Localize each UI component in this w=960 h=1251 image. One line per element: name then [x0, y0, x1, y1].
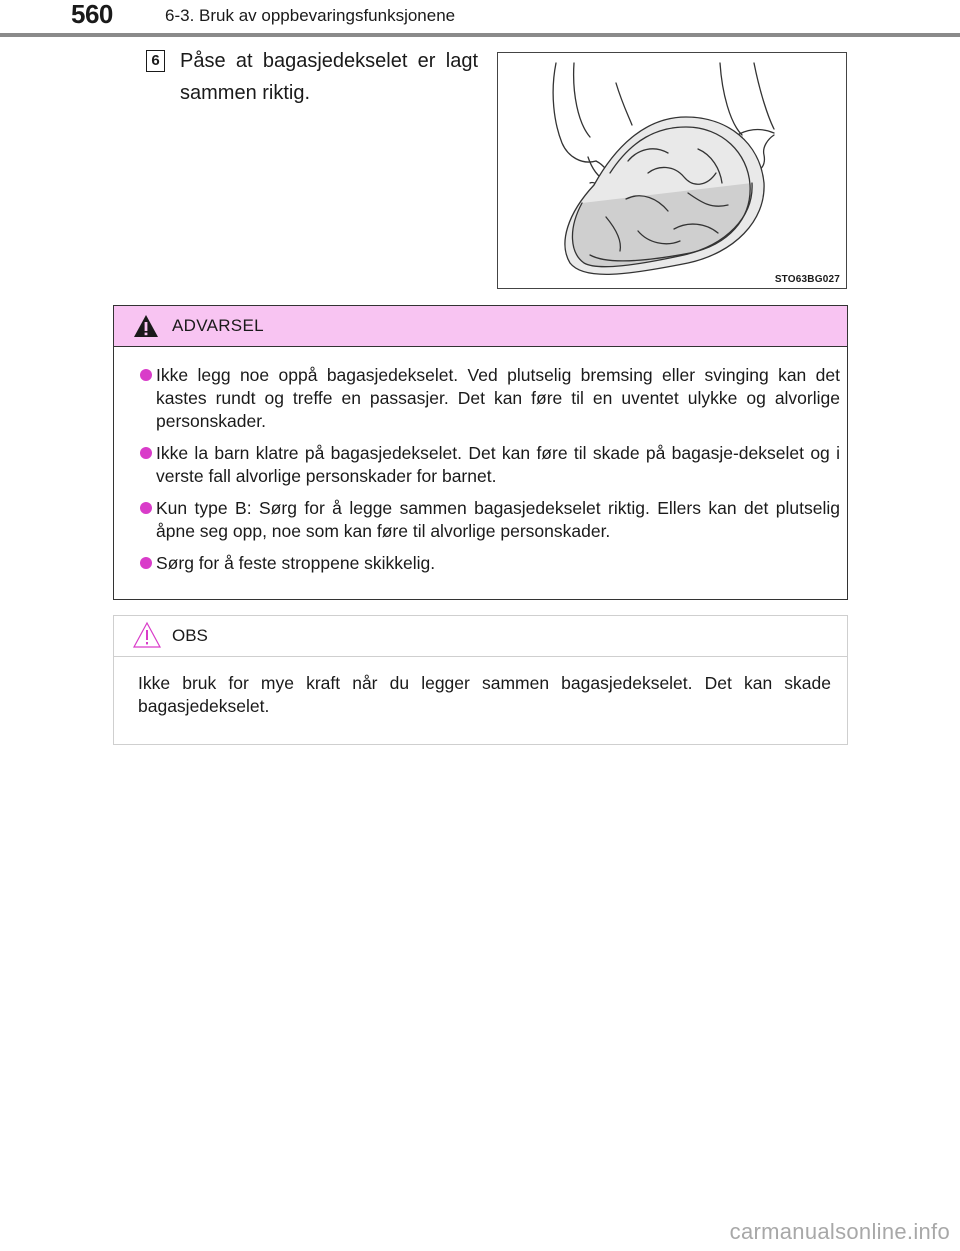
header-divider: [0, 33, 960, 37]
section-title: 6-3. Bruk av oppbevaringsfunksjonene: [165, 6, 456, 25]
bullet-icon: [140, 369, 152, 381]
warning-list: [140, 364, 840, 584]
page-header: [0, 0, 960, 40]
caution-outline-icon: [132, 621, 162, 649]
notice-title: OBS: [172, 626, 208, 645]
folded-cover-illustration: [498, 53, 845, 287]
notice-box: [113, 615, 848, 745]
warning-item: [140, 552, 840, 575]
page-number: 560: [71, 0, 113, 29]
warning-item-text: Ikke legg noe oppå bagasjedekselet. Ved plutselig bremsing eller svinging kan det kastes rundt og treffe en passasjer. Det kan føre til en uventet ulykke og alvorlige personskader.: [156, 365, 840, 431]
bullet-icon: [140, 502, 152, 514]
step-instruction: Påse at bagasjedekselet er lagt sammen riktig.: [180, 50, 478, 104]
warning-item-text: Sørg for å feste stroppene skikkelig.: [156, 553, 436, 573]
notice-text: Ikke bruk for mye kraft når du legger sammen bagasjedekselet. Det kan skade bagasjedekselet.: [138, 673, 831, 716]
watermark: carmanualsonline.info: [729, 1219, 950, 1244]
warning-header: [114, 306, 847, 347]
warning-item: [140, 364, 840, 433]
warning-triangle-icon: [133, 314, 159, 338]
warning-item-text: Kun type B: Sørg for å legge sammen bagasjedekselet riktig. Ellers kan det plutselig åpne seg opp, noe som kan føre til alvorlige personskader.: [156, 498, 840, 541]
warning-item: [140, 497, 840, 543]
bullet-icon: [140, 557, 152, 569]
step-number-badge: 6: [146, 50, 165, 72]
warning-item: [140, 442, 840, 488]
warning-box: [113, 305, 848, 600]
warning-title: ADVARSEL: [172, 316, 264, 335]
bullet-icon: [140, 447, 152, 459]
notice-header: [114, 616, 847, 657]
figure-code: STO63BG027: [774, 274, 840, 285]
warning-item-text: Ikke la barn klatre på bagasjedekselet. Det kan føre til skade på bagasje-dekselet og i verste fall alvorlige personskader for barnet.: [156, 443, 840, 486]
illustration-figure: [497, 52, 847, 289]
